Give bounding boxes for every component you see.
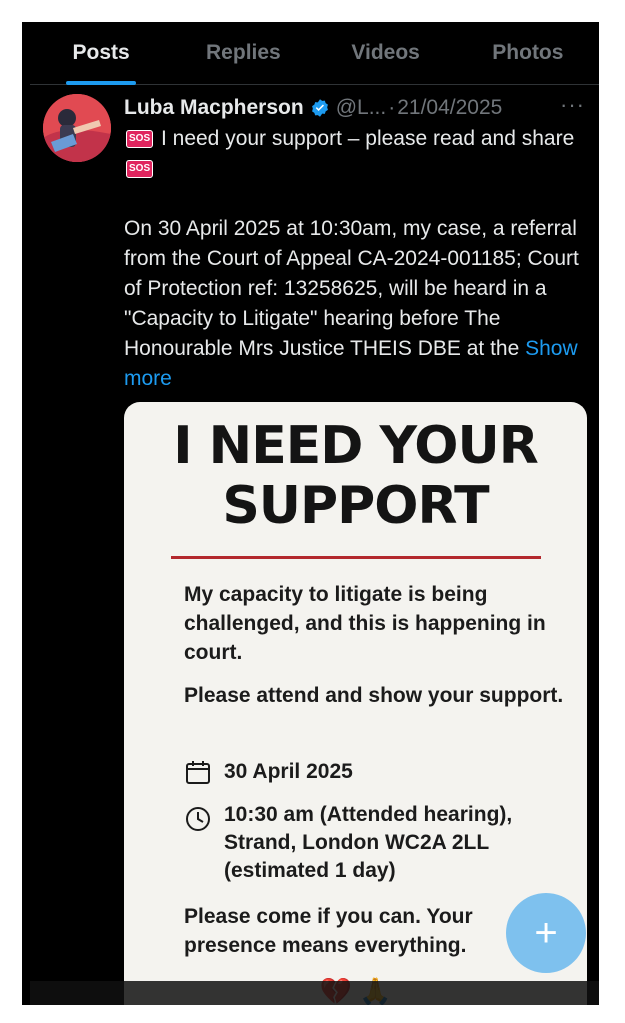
card-paragraph-2: Please attend and show your support. [184,684,564,707]
author-handle[interactable]: @L... [335,96,387,119]
calendar-icon [184,758,212,786]
card-paragraph-3: Please come if you can. Your presence means everything. [184,905,473,957]
card-time-row [184,801,544,885]
active-tab-indicator [66,81,136,85]
card-date: 30 April 2025 [224,760,353,783]
post-line1: I need your support – please read and share [160,127,575,150]
bottom-navigation-bar [30,981,599,1005]
tab-label: Posts [72,41,130,64]
profile-tabs [30,22,599,85]
post-body [124,214,592,394]
post-first-line [124,124,592,184]
more-options-icon[interactable]: ··· [560,92,585,117]
avatar-image [43,94,111,162]
post-header [124,92,584,124]
author-name[interactable]: Luba Macpherson [124,96,304,119]
sos-emoji-icon: SOS [126,160,153,178]
clock-icon [184,805,212,833]
card-title-line2: SUPPORT [222,476,489,536]
post-date[interactable]: 21/04/2025 [397,96,503,119]
tab-label: Photos [492,41,564,64]
card-title [124,416,587,536]
card-title-line1: I NEED YOUR [173,416,538,476]
header-separator: · [388,96,396,119]
verified-badge-icon [310,98,330,118]
profile-screen [22,22,599,1005]
card-paragraph-1: My capacity to litigate is being challenged, and this is happening in court. [184,583,546,664]
card-date-row [184,758,353,786]
sos-emoji-icon: SOS [126,130,153,148]
tab-videos[interactable] [315,22,457,84]
avatar[interactable] [43,94,111,162]
post-text [124,124,592,394]
plus-icon: + [534,911,558,955]
card-divider [171,556,541,559]
card-time-location: 10:30 am (Attended hearing), Strand, London WC2A 2LL (estimated 1 day) [224,803,513,882]
tab-label: Videos [351,41,420,64]
tab-replies[interactable] [172,22,314,84]
show-more-link[interactable]: Show more [124,337,578,390]
tab-photos[interactable] [457,22,599,84]
tab-label: Replies [206,41,281,64]
tab-posts[interactable] [30,22,172,84]
compose-button[interactable] [506,893,586,973]
post-body-text: On 30 April 2025 at 10:30am, my case, a referral from the Court of Appeal CA-2024-001185; Court of Protection ref: 13258625, will be heard in a "Capacity to Litigate" hearing before The Honourable Mrs Justice THEIS DBE at the [124,217,579,360]
